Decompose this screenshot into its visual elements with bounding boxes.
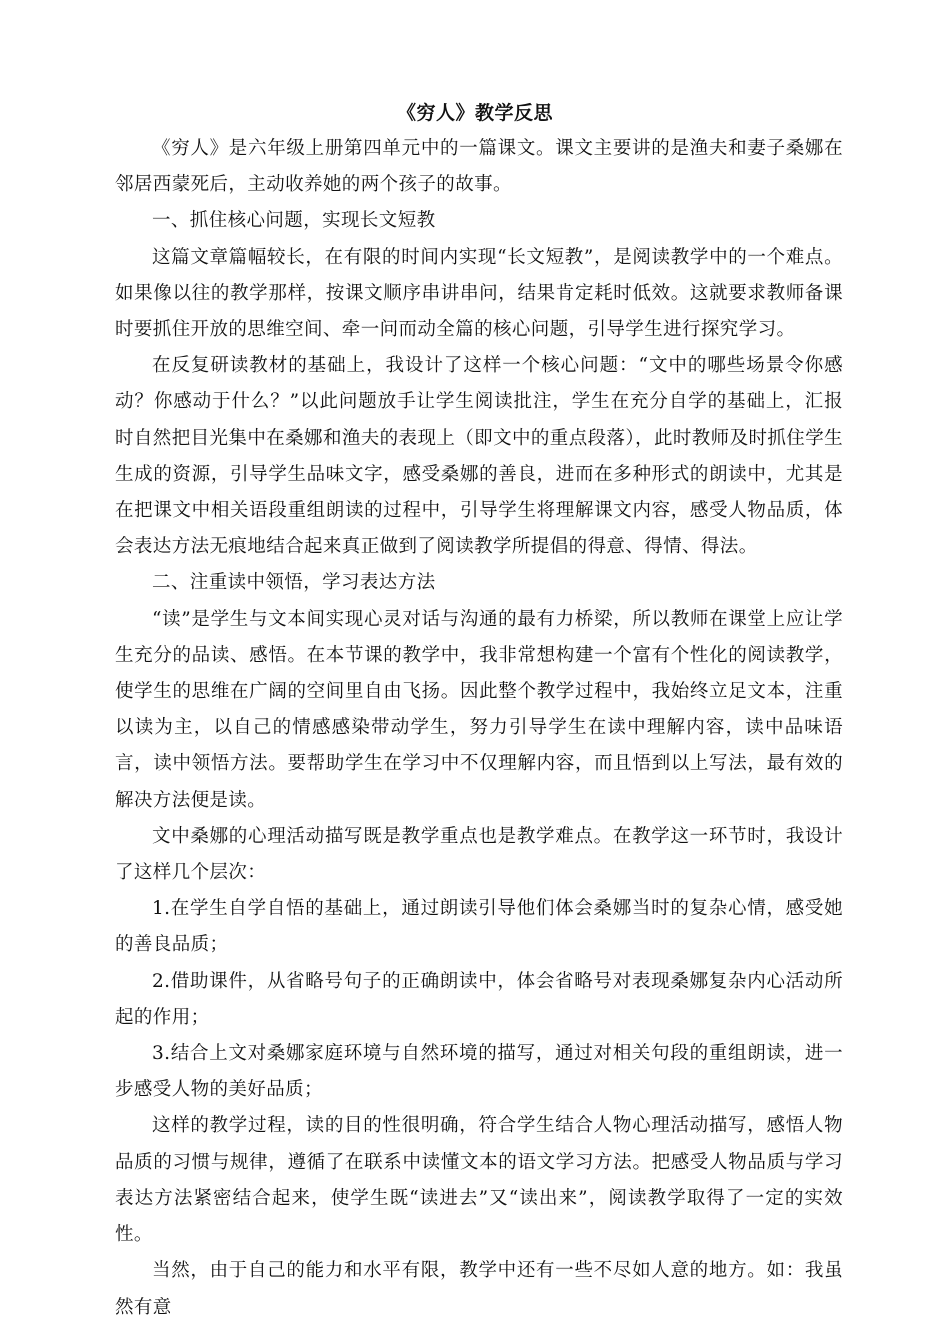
- section-heading-2: 二、注重读中领悟，学习表达方法: [152, 572, 436, 594]
- paragraph-intro: 《穷人》是六年级上册第四单元中的一篇课文。课文主要讲的是渔夫和妻子桑娜在邻居西蒙死后，主动收养她的两个孩子的故事。: [115, 138, 843, 196]
- paragraph: 这样的教学过程，读的目的性很明确，符合学生结合人物心理活动描写，感悟人物品质的习惯与规律，遵循了在联系中读懂文本的语文学习方法。把感受人物品质与学习表达方法紧密结合起来，使学生既“读进去”又“读出来”，阅读教学取得了一定的实效性。: [115, 1115, 843, 1246]
- paragraph: 文中桑娜的心理活动描写既是教学重点也是教学难点。在教学这一环节时，我设计了这样几个层次：: [115, 825, 843, 884]
- paragraph: 在反复研读教材的基础上，我设计了这样一个核心问题：“文中的哪些场景令你感动？你感动于什么？”以此问题放手让学生阅读批注，学生在充分自学的基础上，汇报时自然把目光集中在桑娜和渔夫的表现上（即文中的重点段落），此时教师及时抓住学生生成的资源，引导学生品味文字，感受桑娜的善良，进而在多种形式的朗读中，尤其是在把课文中相关语段重组朗读的过程中，引导学生将理解课文内容，感受人物品质，体会表达方法无痕地结合起来真正做到了阅读教学所提倡的得意、得情、得法。: [115, 355, 843, 558]
- paragraph: 当然，由于自己的能力和水平有限，教学中还有一些不尽如人意的地方。如：我虽然有意: [115, 1260, 843, 1318]
- section-heading-1: 一、抓住核心问题，实现长文短教: [152, 210, 436, 232]
- list-item-2: 2.借助课件，从省略号句子的正确朗读中，体会省略号对表现桑娜复杂内心活动所起的作用；: [115, 970, 843, 1028]
- list-item-3: 3.结合上文对桑娜家庭环境与自然环境的描写，通过对相关句段的重组朗读，进一步感受人物的美好品质；: [115, 1043, 843, 1101]
- list-item-1: 1.在学生自学自悟的基础上，通过朗读引导他们体会桑娜当时的复杂心情，感受她的善良品质；: [115, 898, 843, 956]
- document-body: [115, 131, 843, 1326]
- paragraph: “读”是学生与文本间实现心灵对话与沟通的最有力桥梁，所以教师在课堂上应让学生充分的品读、感悟。在本节课的教学中，我非常想构建一个富有个性化的阅读教学，使学生的思维在广阔的空间里自由飞扬。因此整个教学过程中，我始终立足文本，注重以读为主，以自己的情感感染带动学生，努力引导学生在读中理解内容，读中品味语言，读中领悟方法。要帮助学生在学习中不仅理解内容，而且悟到以上写法，最有效的解决方法便是读。: [115, 608, 843, 811]
- paragraph: 这篇文章篇幅较长，在有限的时间内实现“长文短教”，是阅读教学中的一个难点。如果像以往的教学那样，按课文顺序串讲串问，结果肯定耗时低效。这就要求教师备课时要抓住开放的思维空间、牵一问而动全篇的核心问题，引导学生进行探究学习。: [115, 246, 843, 341]
- document-title: 《穷人》教学反思: [396, 102, 553, 124]
